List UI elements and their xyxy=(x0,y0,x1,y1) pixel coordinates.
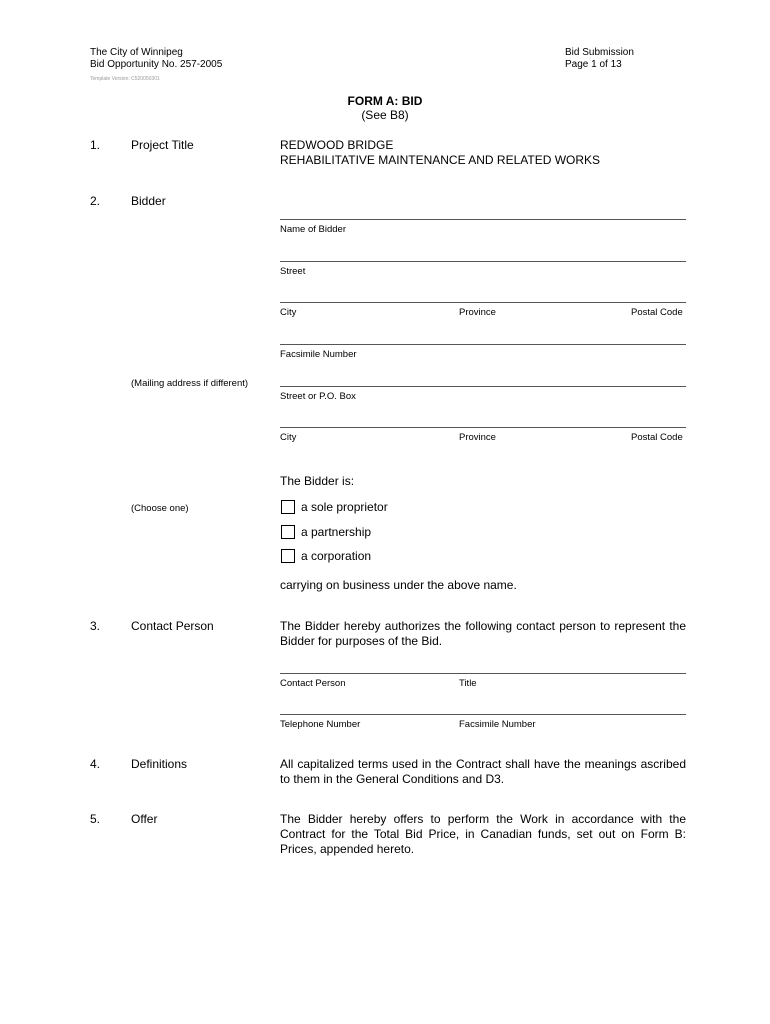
offer-paragraph: The Bidder hereby offers to perform the Work in accordance with the Contract for the Total Bid Price, in Canadian funds, set out on Form B: Prices, appended hereto. xyxy=(280,812,686,856)
street-po-box-field[interactable] xyxy=(280,386,686,387)
contact-person-paragraph: The Bidder hereby authorizes the following contact person to represent the Bidder for purposes of the Bid. xyxy=(280,619,686,648)
form-title: FORM A: BID xyxy=(347,94,423,108)
telephone-number-label: Telephone Number xyxy=(280,719,361,730)
contact-person-label: Contact Person xyxy=(280,678,346,689)
partnership-label: a partnership xyxy=(301,525,372,539)
choose-one-note: (Choose one) xyxy=(131,503,189,514)
section-3-number: 3. xyxy=(90,619,101,633)
street-po-box-label: Street or P.O. Box xyxy=(280,391,356,402)
section-4-number: 4. xyxy=(90,757,101,771)
definitions-paragraph: All capitalized terms used in the Contract shall have the meanings ascribed to them in the General Conditions and D3. xyxy=(280,757,686,786)
postal-code-label: Postal Code xyxy=(631,307,683,318)
street-label: Street xyxy=(280,266,306,277)
city-label-2: City xyxy=(280,432,297,443)
province-label: Province xyxy=(459,307,496,318)
partnership-checkbox[interactable] xyxy=(281,525,295,539)
section-5-number: 5. xyxy=(90,812,101,826)
section-2-number: 2. xyxy=(90,194,101,208)
section-1-label: Project Title xyxy=(131,138,194,152)
section-3-label: Contact Person xyxy=(131,619,214,633)
project-title-line2: REHABILITATIVE MAINTENANCE AND RELATED WORKS xyxy=(280,153,601,167)
sole-proprietor-checkbox[interactable] xyxy=(281,500,295,514)
city-label: City xyxy=(280,307,297,318)
corporation-checkbox[interactable] xyxy=(281,549,295,563)
header-right-line1: Bid Submission xyxy=(565,47,634,58)
bidder-is-text: The Bidder is: xyxy=(280,474,355,488)
street-field[interactable] xyxy=(280,261,686,262)
contact-title-label: Title xyxy=(459,678,477,689)
postal-code-label-2: Postal Code xyxy=(631,432,683,443)
header-left-line2: Bid Opportunity No. 257-2005 xyxy=(90,59,223,70)
template-version: Template Version: C520050301 xyxy=(90,76,160,82)
province-label-2: Province xyxy=(459,432,496,443)
carrying-on-text: carrying on business under the above name. xyxy=(280,578,517,592)
header-right-line2: Page 1 of 13 xyxy=(565,59,622,70)
contact-person-title-field[interactable] xyxy=(280,673,686,674)
section-5-label: Offer xyxy=(131,812,158,826)
section-1-number: 1. xyxy=(90,138,101,152)
facsimile-label: Facsimile Number xyxy=(280,349,357,360)
mailing-city-province-postal-field[interactable] xyxy=(280,427,686,428)
mailing-address-note: (Mailing address if different) xyxy=(131,378,249,389)
name-of-bidder-field[interactable] xyxy=(280,219,686,220)
form-subtitle: (See B8) xyxy=(361,108,409,122)
facsimile-field[interactable] xyxy=(280,344,686,345)
header-left-line1: The City of Winnipeg xyxy=(90,47,183,58)
contact-facsimile-label: Facsimile Number xyxy=(459,719,536,730)
corporation-label: a corporation xyxy=(301,549,372,563)
sole-proprietor-label: a sole proprietor xyxy=(301,500,388,514)
name-of-bidder-label: Name of Bidder xyxy=(280,224,347,235)
section-2-label: Bidder xyxy=(131,194,166,208)
city-province-postal-field[interactable] xyxy=(280,302,686,303)
telephone-facsimile-field[interactable] xyxy=(280,714,686,715)
section-4-label: Definitions xyxy=(131,757,188,771)
project-title-line1: REDWOOD BRIDGE xyxy=(280,138,394,152)
